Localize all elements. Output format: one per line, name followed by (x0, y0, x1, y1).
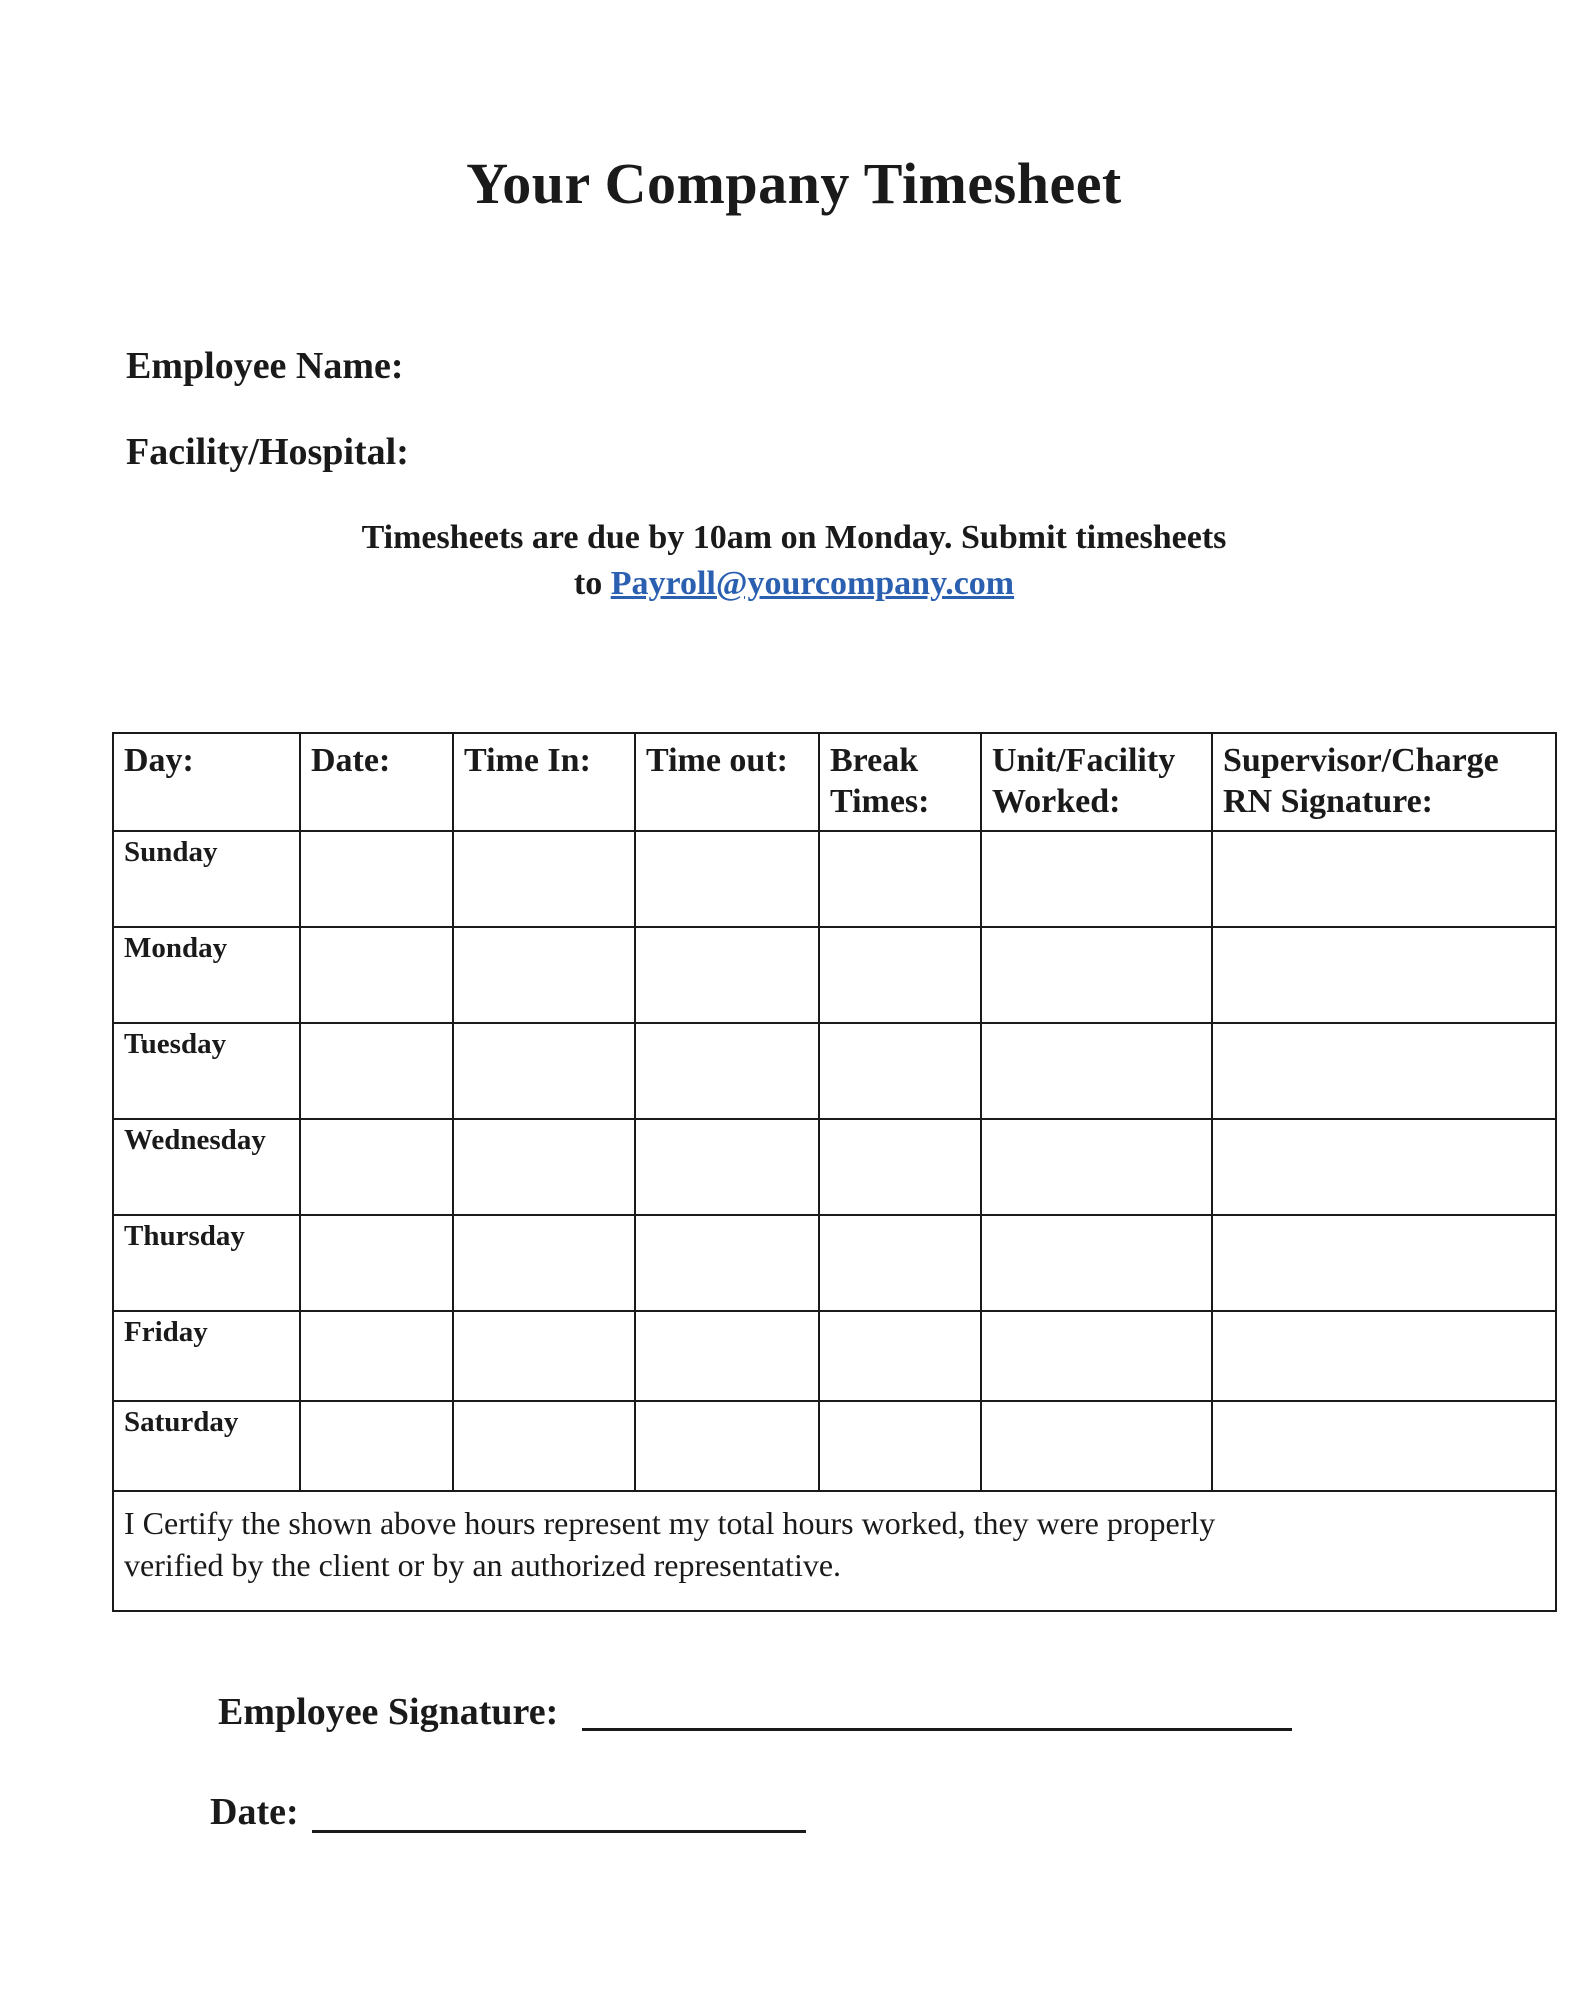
table-row (113, 1023, 1556, 1119)
time-in-cell[interactable] (453, 1119, 635, 1215)
payroll-email-link[interactable]: Payroll@yourcompany.com (610, 565, 1015, 602)
table-row (113, 1215, 1556, 1311)
table-row (113, 1119, 1556, 1215)
certification-statement (113, 1491, 1556, 1611)
time-in-cell[interactable] (453, 1023, 635, 1119)
time-out-cell[interactable] (635, 1119, 819, 1215)
time-in-cell[interactable] (453, 1401, 635, 1491)
break-times-cell[interactable] (819, 1215, 981, 1311)
date-line[interactable] (312, 1830, 806, 1833)
unit-facility-cell[interactable] (981, 1119, 1212, 1215)
unit-facility-cell[interactable] (981, 927, 1212, 1023)
table-row (113, 1401, 1556, 1491)
supervisor-signature-cell[interactable] (1212, 1023, 1556, 1119)
supervisor-signature-cell[interactable] (1212, 831, 1556, 927)
time-in-cell[interactable] (453, 831, 635, 927)
date-cell[interactable] (300, 1119, 453, 1215)
table-row (113, 1311, 1556, 1401)
header-supervisor-line-2: RN Signature: (1223, 783, 1433, 820)
notice-line-1: Timesheets are due by 10am on Monday. Submit timesheets (361, 519, 1227, 556)
date-cell[interactable] (300, 831, 453, 927)
supervisor-signature-cell[interactable] (1212, 927, 1556, 1023)
submission-notice (0, 515, 1588, 607)
break-times-cell[interactable] (819, 1401, 981, 1491)
break-times-cell[interactable] (819, 1023, 981, 1119)
employee-signature-label: Employee Signature: (218, 1691, 559, 1733)
header-unit-line-2: Worked: (992, 783, 1121, 820)
time-in-cell[interactable] (453, 927, 635, 1023)
time-out-cell[interactable] (635, 1401, 819, 1491)
day-cell-wednesday: Wednesday (113, 1119, 300, 1215)
unit-facility-cell[interactable] (981, 1311, 1212, 1401)
unit-facility-cell[interactable] (981, 1215, 1212, 1311)
header-break-line-2: Times: (830, 783, 930, 820)
time-in-cell[interactable] (453, 1215, 635, 1311)
time-out-cell[interactable] (635, 1311, 819, 1401)
header-supervisor-signature (1212, 733, 1556, 831)
table-row (113, 831, 1556, 927)
break-times-cell[interactable] (819, 1311, 981, 1401)
page-title: Your Company Timesheet (466, 151, 1122, 216)
time-out-cell[interactable] (635, 927, 819, 1023)
date-cell[interactable] (300, 1215, 453, 1311)
day-cell-thursday: Thursday (113, 1215, 300, 1311)
day-cell-monday: Monday (113, 927, 300, 1023)
date-label: Date: (210, 1791, 299, 1833)
break-times-cell[interactable] (819, 1119, 981, 1215)
date-cell[interactable] (300, 927, 453, 1023)
notice-to-text: to (573, 565, 603, 602)
supervisor-signature-cell[interactable] (1212, 1119, 1556, 1215)
unit-facility-cell[interactable] (981, 1023, 1212, 1119)
certify-line-1: I Certify the shown above hours represent my total hours worked, they were properly (124, 1505, 1216, 1541)
header-day: Day: (113, 733, 300, 831)
date-cell[interactable] (300, 1401, 453, 1491)
break-times-cell[interactable] (819, 927, 981, 1023)
header-break-line-1: Break (830, 742, 919, 779)
facility-label: Facility/Hospital: (126, 431, 409, 473)
unit-facility-cell[interactable] (981, 1401, 1212, 1491)
supervisor-signature-cell[interactable] (1212, 1215, 1556, 1311)
supervisor-signature-cell[interactable] (1212, 1401, 1556, 1491)
employee-name-label: Employee Name: (126, 345, 404, 387)
employee-signature-line[interactable] (582, 1728, 1292, 1731)
certification-row (113, 1491, 1556, 1611)
certify-line-2: verified by the client or by an authorized representative. (124, 1547, 842, 1583)
day-cell-tuesday: Tuesday (113, 1023, 300, 1119)
notice-line-2 (0, 561, 1588, 607)
day-cell-sunday: Sunday (113, 831, 300, 927)
supervisor-signature-cell[interactable] (1212, 1311, 1556, 1401)
header-time-out: Time out: (635, 733, 819, 831)
date-cell[interactable] (300, 1311, 453, 1401)
time-out-cell[interactable] (635, 831, 819, 927)
break-times-cell[interactable] (819, 831, 981, 927)
time-out-cell[interactable] (635, 1023, 819, 1119)
header-date: Date: (300, 733, 453, 831)
day-cell-friday: Friday (113, 1311, 300, 1401)
time-out-cell[interactable] (635, 1215, 819, 1311)
header-unit-facility (981, 733, 1212, 831)
day-cell-saturday: Saturday (113, 1401, 300, 1491)
table-row (113, 927, 1556, 1023)
header-row (113, 733, 1556, 831)
header-break-times (819, 733, 981, 831)
timesheet-table (112, 732, 1557, 1612)
unit-facility-cell[interactable] (981, 831, 1212, 927)
header-unit-line-1: Unit/Facility (992, 742, 1176, 779)
time-in-cell[interactable] (453, 1311, 635, 1401)
header-time-in: Time In: (453, 733, 635, 831)
header-supervisor-line-1: Supervisor/Charge (1223, 742, 1499, 779)
date-cell[interactable] (300, 1023, 453, 1119)
